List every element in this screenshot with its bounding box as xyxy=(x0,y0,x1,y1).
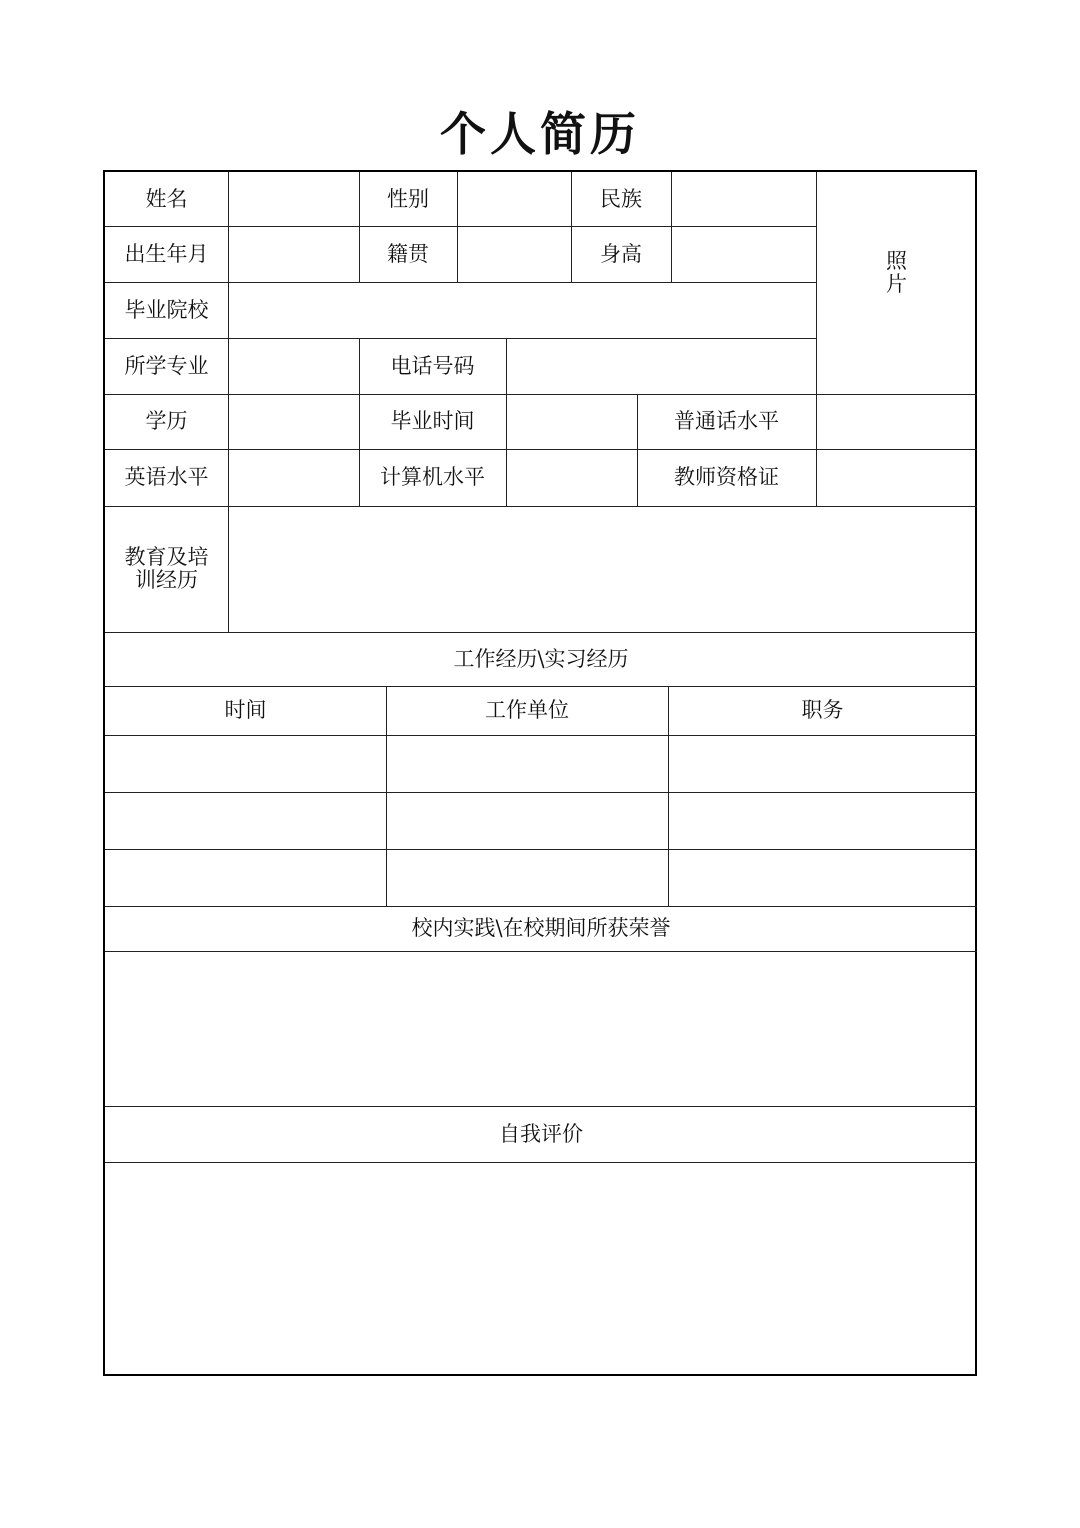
label-gender: 性别 xyxy=(387,186,429,211)
field-birth[interactable] xyxy=(228,226,359,282)
work-row-1-time[interactable] xyxy=(105,735,386,792)
self-eval-heading: 自我评价 xyxy=(499,1121,583,1146)
field-grad-time[interactable] xyxy=(506,394,637,449)
field-ethnicity[interactable] xyxy=(671,172,816,226)
field-english[interactable] xyxy=(228,449,359,506)
work-row-3-time[interactable] xyxy=(105,849,386,906)
label-training xyxy=(105,506,228,632)
work-row-1-employer[interactable] xyxy=(386,735,668,792)
work-col-position: 职务 xyxy=(801,698,844,723)
label-computer: 计算机水平 xyxy=(380,465,485,490)
work-row-2-time[interactable] xyxy=(105,792,386,849)
field-teacher-cert[interactable] xyxy=(816,449,977,506)
work-row-3-position[interactable] xyxy=(668,849,977,906)
work-row-1-position[interactable] xyxy=(668,735,977,792)
photo-label-2: 片 xyxy=(886,272,907,296)
label-grad-time: 毕业时间 xyxy=(390,409,475,434)
field-name[interactable] xyxy=(228,172,359,226)
honors-field[interactable] xyxy=(105,951,977,1106)
label-mandarin: 普通话水平 xyxy=(674,409,779,434)
label-major: 所学专业 xyxy=(124,353,209,378)
field-computer[interactable] xyxy=(506,449,637,506)
self-eval-field[interactable] xyxy=(105,1162,977,1374)
label-height: 身高 xyxy=(600,241,642,266)
field-phone[interactable] xyxy=(506,338,816,394)
work-row-2-position[interactable] xyxy=(668,792,977,849)
label-school: 毕业院校 xyxy=(124,297,209,322)
work-heading: 工作经历\实习经历 xyxy=(453,646,629,671)
field-native-place[interactable] xyxy=(457,226,571,282)
work-col-time: 时间 xyxy=(224,698,267,723)
field-gender[interactable] xyxy=(457,172,571,226)
label-native-place: 籍贯 xyxy=(387,241,429,266)
field-height[interactable] xyxy=(671,226,816,282)
label-training-line1: 教育及培 xyxy=(124,544,209,569)
page-title: 个人简历 xyxy=(440,107,640,161)
work-col-employer: 工作单位 xyxy=(485,698,569,723)
label-training-line2: 训经历 xyxy=(135,568,198,592)
field-education[interactable] xyxy=(228,394,359,449)
honors-heading: 校内实践\在校期间所获荣誉 xyxy=(411,916,671,941)
field-mandarin[interactable] xyxy=(816,394,977,449)
photo-label-1: 照 xyxy=(886,248,907,273)
label-name: 姓名 xyxy=(145,186,188,211)
label-phone: 电话号码 xyxy=(390,353,475,378)
field-training[interactable] xyxy=(228,506,977,632)
field-school[interactable] xyxy=(228,282,816,338)
field-major[interactable] xyxy=(228,338,359,394)
label-teacher-cert: 教师资格证 xyxy=(674,465,779,490)
resume-form xyxy=(103,170,977,1376)
label-birth: 出生年月 xyxy=(124,241,209,266)
label-education: 学历 xyxy=(145,409,188,434)
label-english: 英语水平 xyxy=(124,465,209,490)
work-row-3-employer[interactable] xyxy=(386,849,668,906)
photo-area[interactable] xyxy=(816,172,977,394)
label-ethnicity: 民族 xyxy=(600,186,642,211)
work-row-2-employer[interactable] xyxy=(386,792,668,849)
